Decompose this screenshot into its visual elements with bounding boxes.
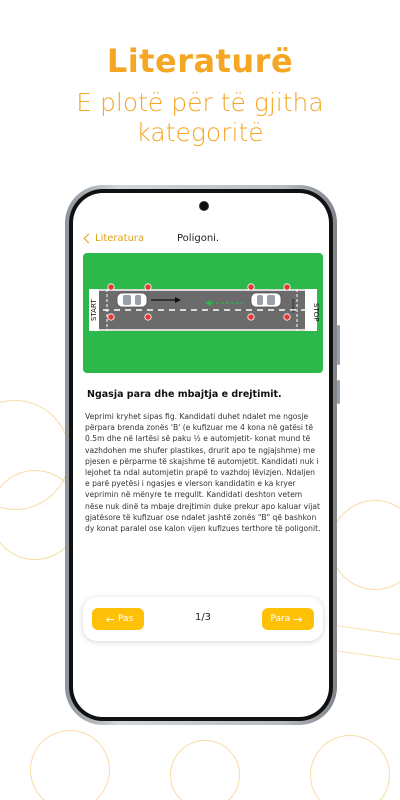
phone-bezel [69,189,333,721]
bg-sign-center-bottom [170,740,240,800]
bg-sign-right-mid [330,500,400,590]
phone-screen [73,193,329,717]
camera-icon [199,201,209,211]
stop-label: STOP [312,303,320,322]
page-indicator: 1/3 [194,612,212,623]
car-icon-left [117,293,147,307]
cone-icon [284,314,290,320]
cone-icon [145,314,151,320]
body-text: Veprimi kryhet sipas fig. Kandidati duhet ndalet me ngosje përpara brenda zonës 'B' (e kufizuar me 4 kona në gatësi të 0.5m dhe në lartësi së paku ½ e automjetit- konat mund të vazhdohen me shufer plastikes, drurit apo te ngjajshme) me pjesen e përparme të skajshme të automjetit. Kandidati nuk i lejohet ta ndal automjetin prapë to vazhdoj lëvizjen. Ndaljen e parë pyetësi i ngasjes e vlerson kandidatin e ka kryer veprimin në mënyre te rregullt. Kandidati deshton vetem nëse nuk dinë ta mbaje drejtimin duke prekur apo kaluar vijat gjatësore të kufizuar ose ndalet jashtë zonës "B" që bashkon dy konat paralel ose kalon vijen kufizues terthore të poligonit. [85,412,321,534]
page-title: Poligoni. [177,233,220,244]
cone-icon [108,284,114,290]
hero-title: Literaturë [106,42,294,80]
cone-icon [248,314,254,320]
bg-sign-right-bottom [310,735,390,800]
back-button[interactable] [85,233,144,244]
pager-card [83,597,323,641]
cone-icon [284,284,290,290]
back-button-label: Literatura [95,233,145,244]
start-label: START [90,299,98,321]
next-button[interactable] [262,608,314,630]
hero-subtitle: E plotë për të gjitha kategoritë [76,88,324,147]
next-button-label: Para [270,614,291,624]
car-icon-right [251,293,281,307]
poligon-diagram [83,253,323,373]
prev-button-label: Pas [117,614,134,624]
arrow-right-icon: → [293,612,303,626]
bg-sign-left-bottom [30,730,110,800]
cone-icon [145,284,151,290]
zone-label: ZONA B [291,299,295,313]
power-button [337,380,340,404]
chevron-left-icon [84,234,94,244]
section-title: Ngasja para dhe mbajtja e drejtimit. [87,389,282,400]
volume-button [337,325,340,365]
phone-frame [65,185,337,725]
nav-bar [73,231,329,253]
arrow-left-icon: ← [105,612,115,626]
cone-icon [248,284,254,290]
poligon-diagram-svg [83,253,323,373]
cone-icon [108,314,114,320]
